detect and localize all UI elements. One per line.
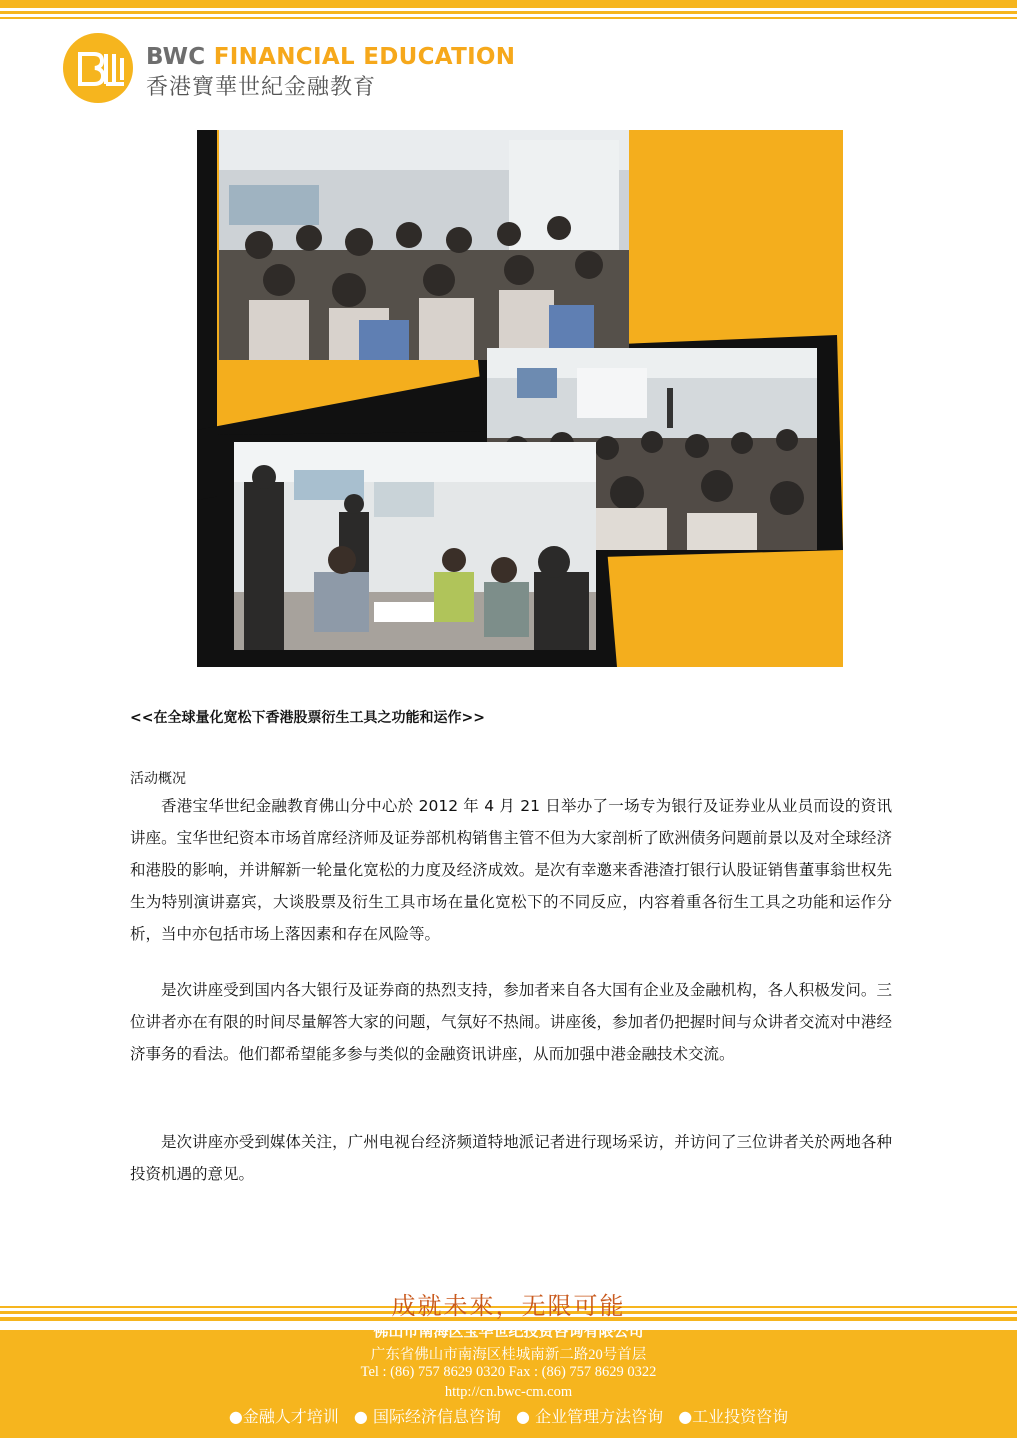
service-item: ● 国际经济信息咨询 (353, 1407, 501, 1426)
photo-networking-session (234, 442, 596, 650)
top-decorative-stripes (0, 0, 1017, 22)
bwc-logo-icon (62, 32, 134, 104)
article-paragraph: 是次讲座受到国内各大银行及证券商的热烈支持，参加者来自各大国有企业及金融机构，各人积极发问。三位讲者亦在有限的时间尽量解答大家的问题，气氛好不热闹。讲座後，参加者仍把握时间与众讲者交流对中港经济事务的看法。他们都希望能多参与类似的金融资讯讲座，从而加强中港金融技术交流。 (130, 981, 892, 1063)
event-photo-collage (197, 130, 843, 667)
footer-company-name: 佛山市南海区宝华世纪投资咨询有限公司 (373, 1322, 644, 1340)
service-item: ● 企业管理方法咨询 (516, 1407, 664, 1426)
article-title: <<在全球量化宽松下香港股票衍生工具之功能和运作>> (130, 710, 485, 726)
brand-name-english: BWC FINANCIAL EDUCATION (146, 44, 516, 70)
footer-slogan: 成就未來，无限可能 (391, 1292, 626, 1320)
service-item: ●工业投资咨询 (678, 1407, 789, 1426)
section-label-overview: 活动概况 (130, 771, 186, 787)
article-paragraph: 是次讲座亦受到媒体关注，广州电视台经济频道特地派记者进行现场采访，并访问了三位讲者关於两地各种投资机遇的意见。 (130, 1133, 892, 1183)
footer-address: 广东省佛山市南海区桂城南新二路20号首层 (370, 1347, 647, 1363)
service-item: ●金融人才培训 (228, 1407, 339, 1426)
footer-tel-fax: Tel : (86) 757 8629 0320 Fax : (86) 757 8629 0322 (360, 1364, 657, 1380)
article-paragraph: 香港宝华世纪金融教育佛山分中心於 2012 年 4 月 21 日举办了一场专为银行及证券业从业员而设的资讯讲座。宝华世纪资本市场首席经济师及证券部机构销售主管不但为大家剖析了欧洲债务问题前景以及对全球经济和港股的影响，并讲解新一轮量化宽松的力度及经济成效。是次有幸邀来香港渣打银行认股证销售董事翁世权先生为特别演讲嘉宾，大谈股票及衍生工具市场在量化宽松下的不同反应，内容着重各衍生工具之功能和运作分析，当中亦包括市场上落因素和存在风险等。 (130, 797, 892, 943)
footer-website-link[interactable]: http://cn.bwc-cm.com (444, 1384, 573, 1400)
footer-services-list (0, 1404, 1017, 1427)
photo-seminar-audience (219, 130, 629, 360)
brand-name-chinese: 香港寶華世紀金融教育 (146, 75, 377, 100)
